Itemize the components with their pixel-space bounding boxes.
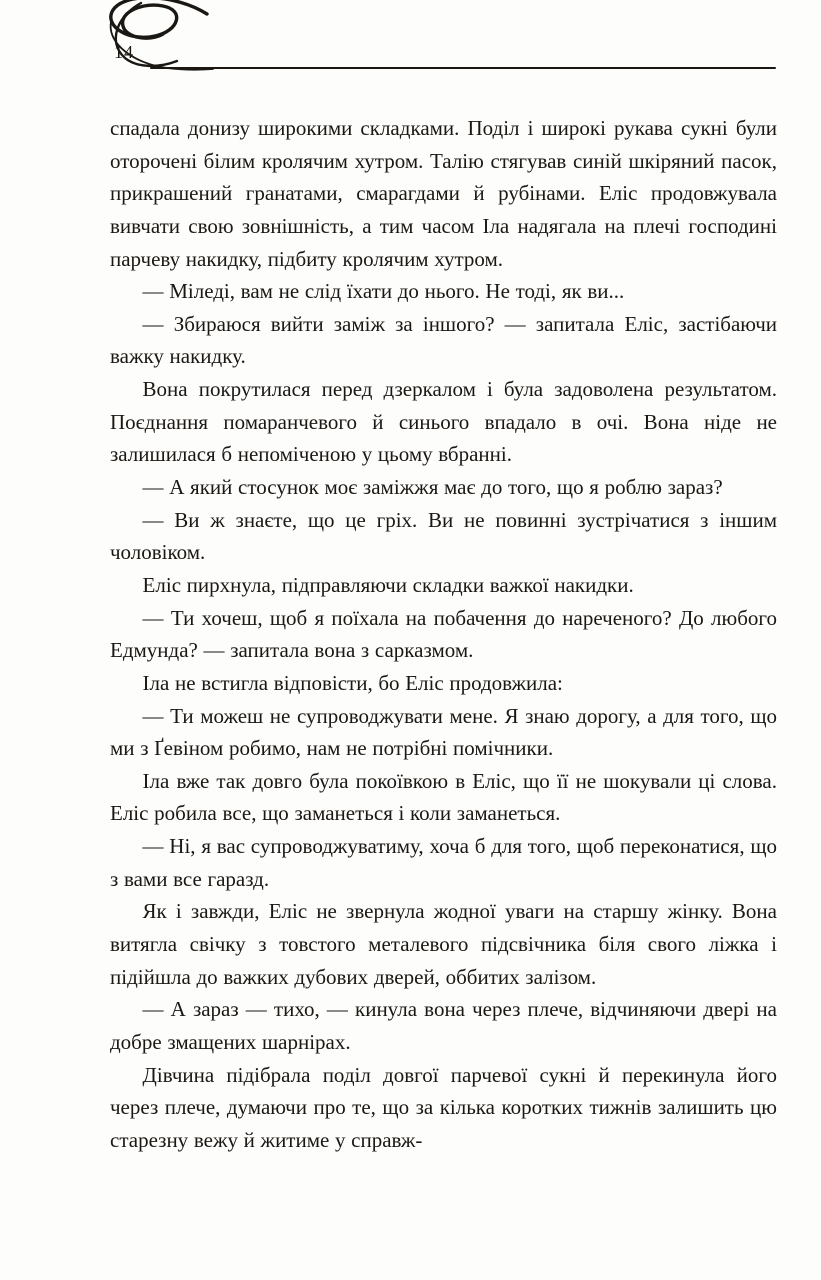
paragraph: Еліс пирхнула, підправляючи складки важкої накидки. <box>142 572 634 597</box>
paragraph: — Ти хочеш, щоб я поїхала на побачення до нареченого? До любого Едмунда? — запитала вона з сарказмом. <box>110 605 777 663</box>
paragraph: — А який стосунок моє заміжжя має до того, що я роблю зараз? <box>142 475 723 500</box>
text-block <box>110 112 777 1157</box>
paragraph: — Ні, я вас супроводжуватиму, хоча б для того, щоб переконатися, що з вами все гаразд. <box>110 834 777 891</box>
page-header <box>0 0 821 92</box>
paragraph: Вона покрутилася перед дзеркалом і була задоволена результатом. Поєднання помаранчевого й синього впадало в очі. Вона ніде не залишилася б непоміченою у цьому вбранні. <box>110 377 777 467</box>
paragraph: — А зараз — тихо, — кинула вона через плече, відчиняючи двері на добре змащених шарнірах. <box>110 997 777 1054</box>
paragraph: — Ти можеш не супроводжувати мене. Я знаю дорогу, а для того, що ми з Ґевіном робимо, нам не потрібні помічники. <box>110 703 777 761</box>
header-rule <box>150 67 776 69</box>
page-number: 14 <box>114 42 134 62</box>
paragraph: Як і завжди, Еліс не звернула жодної уваги на старшу жінку. Вона витягла свічку з товстого металевого підсвічника біля свого ліжка і підійшла до важких дубових дверей, оббитих залізом. <box>110 899 777 989</box>
paragraph: — Ви ж знаєте, що це гріх. Ви не повинні зустрічатися з іншим чоловіком. <box>110 507 777 565</box>
paragraph: Іла не встигла відповісти, бо Еліс продовжила: <box>142 670 563 695</box>
paragraph: Дівчина підібрала поділ довгої парчевої сукні й перекинула його через плече, думаючи про те, що за кілька коротких тижнів залишить цю старезну вежу й житиме у справж- <box>110 1062 777 1152</box>
paragraph: — Збираюся вийти заміж за іншого? — запитала Еліс, застібаючи важку накидку. <box>110 311 777 369</box>
paragraph: — Міледі, вам не слід їхати до нього. Не тоді, як ви... <box>142 279 625 304</box>
paragraph: спадала донизу широкими складками. Поділ і широкі рукава сукні були оторочені білим кролячим хутром. Талію стягував синій шкіряний пасок, прикрашений гранатами, смарагдами й рубінами. Еліс продовжувала вивчати свою зовнішність, а тим часом Іла надягала на плечі господині парчеву накидку, підбиту кролячим хутром. <box>110 116 777 271</box>
paragraph: Іла вже так довго була покоївкою в Еліс, що її не шокували ці слова. Еліс робила все, що заманеться і коли заманеться. <box>110 768 777 826</box>
